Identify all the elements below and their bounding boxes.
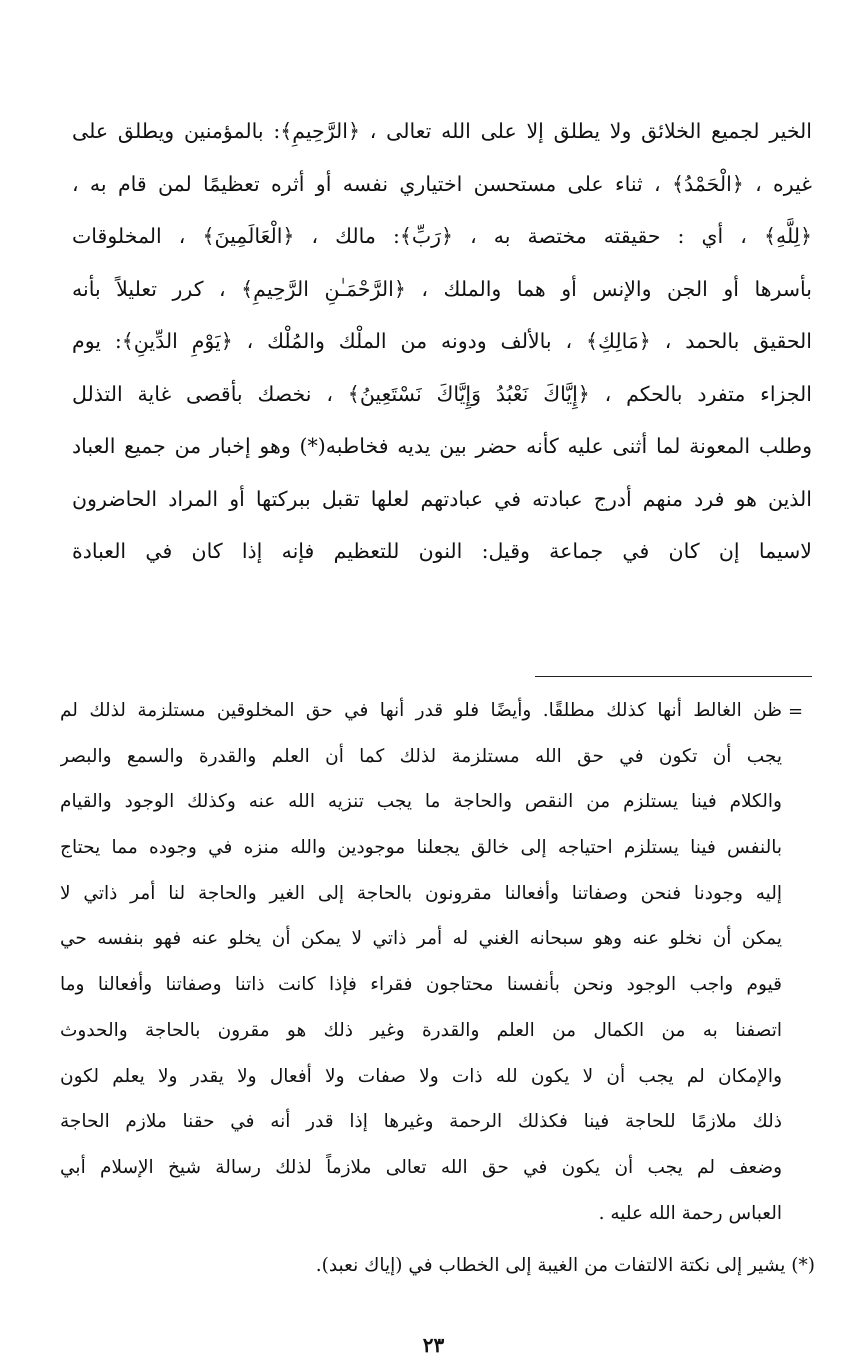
page-number: ٢٣	[422, 1333, 445, 1357]
footnote-line: ذلك ملازمًا للحاجة فينا فكذلك الرحمة وغيرها إذا قدر أنه في حقنا ملازم الحاجة	[60, 1111, 782, 1133]
main-text-line: الذين هو فرد منهم أدرج عبادته في عبادتهم لعلها تقبل ببركتها أو المراد الحاضرون	[72, 486, 812, 511]
footnote-line: العباس رحمة الله عليه .	[598, 1202, 782, 1224]
main-body-text	[72, 105, 812, 578]
footnote-line: وضعف لم يجب أن يكون في حق الله تعالى ملازماً لذلك رسالة شيخ الإسلام أبي	[60, 1156, 782, 1178]
star-footnote: (*) يشير إلى نكتة الالتفات من الغيبة إلى الخطاب في (إياك نعبد).	[315, 1255, 815, 1276]
footnote-line: يمكن أن نخلو عنه وهو سبحانه الغني له أمر ذاتي لا يمكن أن يخلو عنه فهو بنفسه حي	[60, 928, 782, 950]
footnote-line: والكلام فينا يستلزم من النقص والحاجة ما يجب تنزيه الله عنه وكذلك الوجود والقيام	[60, 791, 782, 813]
main-text-line: بأسرها أو الجن والإنس أو هما والملك ، ﴿الرَّحْمَـٰنِ الرَّحِيمِ﴾ ، كرر تعليلاً بأنه	[72, 276, 812, 301]
main-text-line: غيره ، ﴿الْحَمْدُ﴾ ، ثناء على مستحسن اختياري نفسه أو أثره تعظيمًا لمن قام به ،	[72, 171, 812, 196]
main-text-line: لاسيما إن كان في جماعة وقيل: النون للتعظيم فإنه إذا كان في العبادة	[72, 539, 812, 563]
footnote-separator	[535, 676, 812, 677]
footnote-line: قيوم واجب الوجود ونحن بأنفسنا محتاجون فقراء فإذا كانت ذاتنا وصفاتنا وأفعالنا وما	[60, 974, 782, 996]
footnote-line: إليه وجودنا فنحن وصفاتنا وأفعالنا مقرونون بالحاجة إلى الغير والحاجة لنا أمر ذاتي لا	[60, 882, 782, 904]
main-text-line: وطلب المعونة لما أثنى عليه كأنه حضر بين يديه فخاطبه(*) وهو إخبار من جميع العباد	[72, 434, 812, 458]
footnote-line: اتصفنا به من الكمال من العلم والقدرة وغير ذلك هو مقرون بالحاجة والحدوث	[60, 1019, 782, 1041]
footnote-line: يجب أن تكون في حق الله مستلزمة لذلك كما أن العلم والقدرة والسمع والبصر	[60, 745, 782, 767]
footnote-line: ظن الغالط أنها كذلك مطلقًا. وأيضًا فلو قدر أنها في حق المخلوقين مستلزمة لذلك لم	[60, 700, 782, 721]
main-text-line: ﴿لِلَّهِ﴾ ، أي : حقيقته مختصة به ، ﴿رَبِّ﴾: مالك ، ﴿الْعَالَمِينَ﴾ ، المخلوقات	[72, 224, 812, 248]
footnote-line: والإمكان لم يجب أن لا يكون لله ذات ولا صفات ولا أفعال ولا يقدر ولا يعلم لكون	[60, 1065, 782, 1087]
main-text-line: الحقيق بالحمد ، ﴿مَالِكِ﴾ ، بالألف ودونه من الملْك والمُلْك ، ﴿يَوْمِ الدِّينِ﴾: يوم	[72, 329, 812, 353]
footnote-text	[60, 688, 782, 1236]
main-text-line: الجزاء متفرد بالحكم ، ﴿إِيَّاكَ نَعْبُدُ وَإِيَّاكَ نَسْتَعِينُ﴾ ، نخصك بأقصى غاية التذلل	[72, 381, 812, 406]
main-text-line: الخير لجميع الخلائق ولا يطلق إلا على الله تعالى ، ﴿الرَّحِيمِ﴾: بالمؤمنين ويطلق على	[72, 119, 812, 143]
footnote-line: بالنفس فينا يستلزم احتياجه إلى خالق يجعلنا موجودين والله منزه في وجوده مما يحتاج	[60, 837, 782, 859]
footnote-continuation-marker: =	[788, 701, 804, 722]
